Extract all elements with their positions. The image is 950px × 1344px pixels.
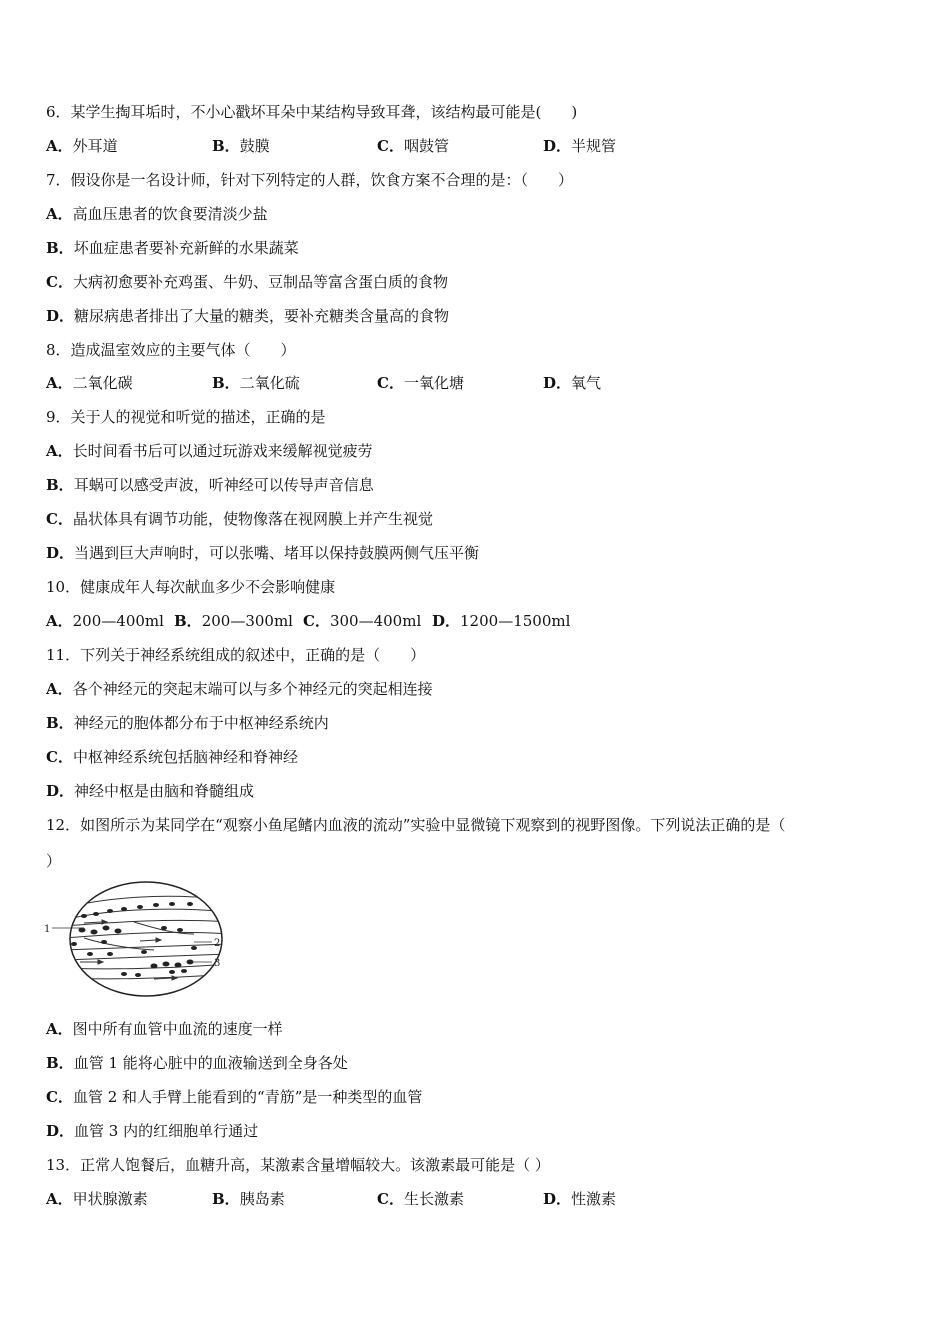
figure-label-1: 1: [44, 924, 51, 935]
question-7-option-b: B．坏血症患者要补充新鲜的水果蔬菜: [46, 239, 299, 257]
option-b: B．鼓膜: [212, 137, 270, 155]
option-c: C．生长激素: [377, 1190, 464, 1208]
question-12-option-b: B．血管 1 能将心脏中的血液输送到全身各处: [46, 1054, 348, 1072]
question-12-stem: 12．如图所示为某同学在“观察小鱼尾鳍内血液的流动”实验中显微镜下观察到的视野图像。下列说法正确的是（: [46, 816, 786, 834]
option-c: C．一氧化塘: [377, 374, 464, 392]
question-11-option-c: C．中枢神经系统包括脑神经和脊神经: [46, 748, 298, 766]
option-b: B．胰岛素: [212, 1190, 285, 1208]
question-12-stem-continued: ）: [46, 852, 62, 870]
option-b: B．二氧化硫: [212, 374, 300, 392]
question-11-option-d: D．神经中枢是由脑和脊髓组成: [46, 782, 255, 800]
question-7-option-a: A．高血压患者的饮食要清淡少盐: [46, 205, 268, 223]
option-d: D．半规管: [543, 137, 617, 155]
option-c: C．咽鼓管: [377, 137, 449, 155]
question-9-option-a: A．长时间看书后可以通过玩游戏来缓解视觉疲劳: [46, 442, 373, 460]
question-6-stem: 6．某学生掏耳垢时，不小心戳坏耳朵中某结构导致耳聋，该结构最可能是( ): [46, 103, 578, 121]
option-d: D．1200—1500ml: [432, 612, 571, 630]
option-c: C．300—400ml: [303, 612, 422, 630]
question-11-option-a: A．各个神经元的突起末端可以与多个神经元的突起相连接: [46, 680, 433, 698]
option-d: D．性激素: [543, 1190, 617, 1208]
option-b: B．200—300ml: [174, 612, 293, 630]
question-9-option-b: B．耳蜗可以感受声波，听神经可以传导声音信息: [46, 476, 374, 494]
question-7-stem: 7．假设你是一名设计师，针对下列特定的人群，饮食方案不合理的是：（ ）: [46, 171, 574, 189]
question-13-stem: 13．正常人饱餐后，血糖升高，某激素含量增幅较大。该激素最可能是（ ）: [46, 1156, 550, 1174]
question-11-option-b: B．神经元的胞体都分布于中枢神经系统内: [46, 714, 329, 732]
option-a: A．外耳道: [46, 137, 118, 155]
question-10-stem: 10．健康成年人每次献血多少不会影响健康: [46, 578, 336, 596]
question-9-option-d: D．当遇到巨大声响时，可以张嘴、堵耳以保持鼓膜两侧气压平衡: [46, 544, 480, 562]
question-7-option-c: C．大病初愈要补充鸡蛋、牛奶、豆制品等富含蛋白质的食物: [46, 273, 448, 291]
figure-label-3: 3: [214, 958, 221, 969]
question-11-stem: 11．下列关于神经系统组成的叙述中，正确的是（ ）: [46, 646, 426, 664]
figure-label-2: 2: [214, 938, 221, 949]
question-7-option-d: D．糖尿病患者排出了大量的糖类，要补充糖类含量高的食物: [46, 307, 450, 325]
option-a: A．二氧化碳: [46, 374, 133, 392]
question-9-stem: 9．关于人的视觉和听觉的描述，正确的是: [46, 408, 326, 426]
question-12-option-a: A．图中所有血管中血流的速度一样: [46, 1020, 283, 1038]
option-d: D．氧气: [543, 374, 602, 392]
microscope-field-figure: [44, 878, 234, 1000]
option-a: A．甲状腺激素: [46, 1190, 148, 1208]
question-12-option-d: D．血管 3 内的红细胞单行通过: [46, 1122, 259, 1140]
option-a: A．200—400ml: [46, 612, 164, 630]
question-12-option-c: C．血管 2 和人手臂上能看到的“青筋”是一种类型的血管: [46, 1088, 423, 1106]
question-8-stem: 8．造成温室效应的主要气体（ ）: [46, 341, 296, 359]
question-9-option-c: C．晶状体具有调节功能，使物像落在视网膜上并产生视觉: [46, 510, 433, 528]
